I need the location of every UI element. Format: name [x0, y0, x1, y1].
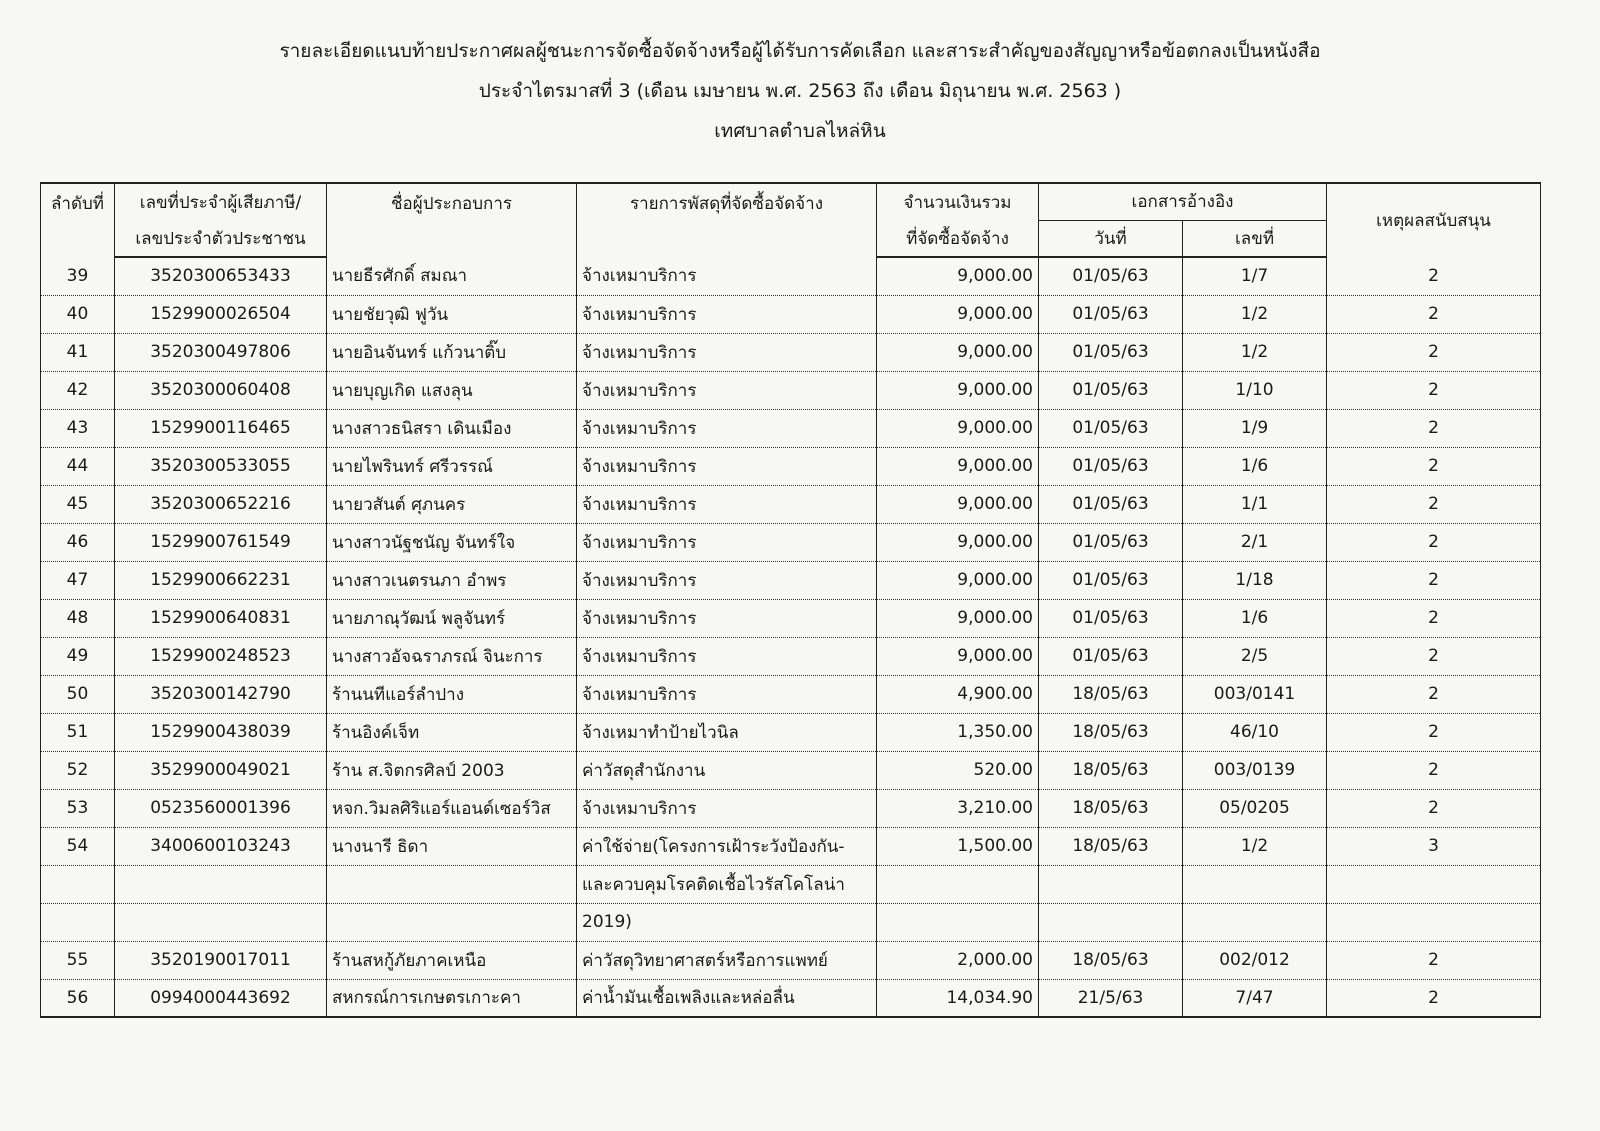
header-taxid-2: เลขประจำตัวประชาชน — [115, 220, 327, 257]
reason-code: 2 — [1327, 447, 1541, 485]
table-row — [41, 979, 1541, 1017]
row-number: 44 — [41, 447, 115, 485]
procurement-item: ค่าใช้จ่าย(โครงการเฝ้าระวังป้องกัน- — [577, 827, 877, 865]
reference-date: 01/05/63 — [1039, 447, 1183, 485]
taxpayer-id: 1529900761549 — [115, 523, 327, 561]
reference-number: 1/9 — [1183, 409, 1327, 447]
reference-number: 002/012 — [1183, 941, 1327, 979]
reason-code: 2 — [1327, 561, 1541, 599]
header-name: ชื่อผู้ประกอบการ — [327, 183, 577, 257]
taxpayer-id: 3400600103243 — [115, 827, 327, 865]
vendor-name: นางสาวเนตรนภา อำพร — [327, 561, 577, 599]
procurement-item: จ้างเหมาบริการ — [577, 789, 877, 827]
taxpayer-id: 1529900248523 — [115, 637, 327, 675]
amount-cell: 4,900.00 — [877, 675, 1039, 713]
header-date: วันที่ — [1039, 220, 1183, 257]
table-row — [41, 637, 1541, 675]
reference-number: 46/10 — [1183, 713, 1327, 751]
header-amount-1: จำนวนเงินรวม — [877, 183, 1039, 220]
reason-code: 2 — [1327, 295, 1541, 333]
header-amount-2: ที่จัดซื้อจัดจ้าง — [877, 220, 1039, 257]
row-number: 39 — [41, 257, 115, 295]
reason-code: 2 — [1327, 675, 1541, 713]
taxpayer-id: 3529900049021 — [115, 751, 327, 789]
vendor-name: นายอินจันทร์ แก้วนาติ๊บ — [327, 333, 577, 371]
vendor-name: สหกรณ์การเกษตรเกาะคา — [327, 979, 577, 1017]
row-number: 41 — [41, 333, 115, 371]
reason-code: 2 — [1327, 751, 1541, 789]
reference-date — [1039, 903, 1183, 941]
table-row — [41, 333, 1541, 371]
amount-cell: 1,500.00 — [877, 827, 1039, 865]
vendor-name: นายภาณุวัฒน์ พลูจันทร์ — [327, 599, 577, 637]
reason-code: 2 — [1327, 979, 1541, 1017]
row-number: 55 — [41, 941, 115, 979]
amount-cell: 9,000.00 — [877, 523, 1039, 561]
procurement-table — [40, 182, 1541, 1018]
procurement-item: จ้างเหมาบริการ — [577, 257, 877, 295]
vendor-name: ร้าน ส.จิตกรศิลป์ 2003 — [327, 751, 577, 789]
amount-cell: 1,350.00 — [877, 713, 1039, 751]
taxpayer-id — [115, 903, 327, 941]
row-number: 49 — [41, 637, 115, 675]
vendor-name: ร้านนทีแอร์ลำปาง — [327, 675, 577, 713]
reference-date: 18/05/63 — [1039, 713, 1183, 751]
reference-number: 1/7 — [1183, 257, 1327, 295]
taxpayer-id: 0994000443692 — [115, 979, 327, 1017]
taxpayer-id: 1529900438039 — [115, 713, 327, 751]
amount-cell: 9,000.00 — [877, 599, 1039, 637]
vendor-name: ร้านอิงค์เจ็ท — [327, 713, 577, 751]
reference-number: 1/1 — [1183, 485, 1327, 523]
amount-cell: 9,000.00 — [877, 333, 1039, 371]
reference-date: 01/05/63 — [1039, 257, 1183, 295]
taxpayer-id: 3520300533055 — [115, 447, 327, 485]
taxpayer-id: 1529900026504 — [115, 295, 327, 333]
header-reference: เอกสารอ้างอิง — [1039, 183, 1327, 220]
reference-date: 01/05/63 — [1039, 485, 1183, 523]
row-number: 40 — [41, 295, 115, 333]
table-row — [41, 485, 1541, 523]
reason-code: 2 — [1327, 789, 1541, 827]
reference-date: 01/05/63 — [1039, 523, 1183, 561]
reference-number: 1/18 — [1183, 561, 1327, 599]
table-row — [41, 789, 1541, 827]
reference-number: 003/0139 — [1183, 751, 1327, 789]
reference-number: 2/1 — [1183, 523, 1327, 561]
procurement-item: จ้างเหมาบริการ — [577, 561, 877, 599]
reference-date: 01/05/63 — [1039, 409, 1183, 447]
taxpayer-id: 3520300142790 — [115, 675, 327, 713]
vendor-name: นายไพรินทร์ ศรีวรรณ์ — [327, 447, 577, 485]
procurement-item: จ้างเหมาทำป้ายไวนิล — [577, 713, 877, 751]
quarter-period: ประจำไตรมาสที่ 3 (เดือน เมษายน พ.ศ. 2563 ถึง เดือน มิถุนายน พ.ศ. 2563 ) — [478, 80, 1122, 102]
procurement-item: จ้างเหมาบริการ — [577, 599, 877, 637]
reason-code: 2 — [1327, 485, 1541, 523]
amount-cell: 9,000.00 — [877, 561, 1039, 599]
reference-date: 01/05/63 — [1039, 295, 1183, 333]
procurement-item: และควบคุมโรคติดเชื้อไวรัสโคโลน่า — [577, 865, 877, 903]
procurement-item: จ้างเหมาบริการ — [577, 637, 877, 675]
reference-number — [1183, 903, 1327, 941]
procurement-item: จ้างเหมาบริการ — [577, 447, 877, 485]
table-row — [41, 675, 1541, 713]
procurement-item: ค่าวัสดุวิทยาศาสตร์หรือการแพทย์ — [577, 941, 877, 979]
reason-code — [1327, 865, 1541, 903]
reason-code: 2 — [1327, 409, 1541, 447]
organization-name: เทศบาลตำบลไหล่หิน — [714, 120, 886, 142]
taxpayer-id: 3520300652216 — [115, 485, 327, 523]
header-refno: เลขที่ — [1183, 220, 1327, 257]
reference-number: 1/2 — [1183, 333, 1327, 371]
table-row — [41, 561, 1541, 599]
table-row — [41, 903, 1541, 941]
reference-number: 2/5 — [1183, 637, 1327, 675]
row-number: 50 — [41, 675, 115, 713]
row-number: 53 — [41, 789, 115, 827]
reason-code: 3 — [1327, 827, 1541, 865]
row-number: 54 — [41, 827, 115, 865]
taxpayer-id: 1529900640831 — [115, 599, 327, 637]
vendor-name: นายชัยวุฒิ ฟูวัน — [327, 295, 577, 333]
reason-code: 2 — [1327, 713, 1541, 751]
reference-number: 1/2 — [1183, 295, 1327, 333]
vendor-name — [327, 903, 577, 941]
amount-cell: 9,000.00 — [877, 371, 1039, 409]
procurement-item: ค่าน้ำมันเชื้อเพลิงและหล่อลื่น — [577, 979, 877, 1017]
table-row — [41, 447, 1541, 485]
reason-code: 2 — [1327, 941, 1541, 979]
reason-code: 2 — [1327, 371, 1541, 409]
taxpayer-id: 3520190017011 — [115, 941, 327, 979]
row-number: 51 — [41, 713, 115, 751]
row-number: 47 — [41, 561, 115, 599]
procurement-item: ค่าวัสดุสำนักงาน — [577, 751, 877, 789]
procurement-item: จ้างเหมาบริการ — [577, 295, 877, 333]
reference-number: 1/6 — [1183, 447, 1327, 485]
reference-date — [1039, 865, 1183, 903]
amount-cell: 520.00 — [877, 751, 1039, 789]
table-row — [41, 371, 1541, 409]
reason-code — [1327, 903, 1541, 941]
reference-number: 05/0205 — [1183, 789, 1327, 827]
reference-date: 18/05/63 — [1039, 675, 1183, 713]
taxpayer-id: 0523560001396 — [115, 789, 327, 827]
table-row — [41, 713, 1541, 751]
procurement-item: จ้างเหมาบริการ — [577, 675, 877, 713]
table-row — [41, 409, 1541, 447]
amount-cell: 3,210.00 — [877, 789, 1039, 827]
vendor-name: หจก.วิมลศิริแอร์แอนด์เซอร์วิส — [327, 789, 577, 827]
table-row — [41, 523, 1541, 561]
reference-date: 18/05/63 — [1039, 789, 1183, 827]
reference-number: 7/47 — [1183, 979, 1327, 1017]
vendor-name: นายวสันต์ ศุภนคร — [327, 485, 577, 523]
taxpayer-id: 1529900662231 — [115, 561, 327, 599]
table-row — [41, 827, 1541, 865]
reason-code: 2 — [1327, 599, 1541, 637]
reason-code: 2 — [1327, 257, 1541, 295]
table-row — [41, 865, 1541, 903]
vendor-name: นางสาวธนิสรา เดินเมือง — [327, 409, 577, 447]
procurement-item: จ้างเหมาบริการ — [577, 371, 877, 409]
taxpayer-id: 3520300653433 — [115, 257, 327, 295]
reference-number: 1/2 — [1183, 827, 1327, 865]
table-row — [41, 257, 1541, 295]
reference-date: 21/5/63 — [1039, 979, 1183, 1017]
amount-cell: 9,000.00 — [877, 447, 1039, 485]
header-reason: เหตุผลสนับสนุน — [1327, 183, 1541, 257]
taxpayer-id: 3520300497806 — [115, 333, 327, 371]
reference-date: 18/05/63 — [1039, 941, 1183, 979]
amount-cell: 9,000.00 — [877, 485, 1039, 523]
procurement-item: 2019) — [577, 903, 877, 941]
reference-number — [1183, 865, 1327, 903]
taxpayer-id: 1529900116465 — [115, 409, 327, 447]
amount-cell: 9,000.00 — [877, 409, 1039, 447]
procurement-item: จ้างเหมาบริการ — [577, 333, 877, 371]
header-taxid-1: เลขที่ประจำผู้เสียภาษี/ — [115, 183, 327, 220]
reference-date: 01/05/63 — [1039, 637, 1183, 675]
reference-number: 1/6 — [1183, 599, 1327, 637]
amount-cell — [877, 903, 1039, 941]
reference-number: 003/0141 — [1183, 675, 1327, 713]
row-number: 43 — [41, 409, 115, 447]
reference-date: 01/05/63 — [1039, 333, 1183, 371]
procurement-item: จ้างเหมาบริการ — [577, 409, 877, 447]
amount-cell: 9,000.00 — [877, 257, 1039, 295]
vendor-name: นายบุญเกิด แสงลุน — [327, 371, 577, 409]
reference-date: 18/05/63 — [1039, 751, 1183, 789]
taxpayer-id: 3520300060408 — [115, 371, 327, 409]
row-number: 56 — [41, 979, 115, 1017]
row-number: 45 — [41, 485, 115, 523]
vendor-name: นางนารี ธิดา — [327, 827, 577, 865]
procurement-item: จ้างเหมาบริการ — [577, 523, 877, 561]
vendor-name: นางสาวนัฐชนัญ จันทร์ใจ — [327, 523, 577, 561]
reference-date: 01/05/63 — [1039, 371, 1183, 409]
amount-cell: 2,000.00 — [877, 941, 1039, 979]
table-row — [41, 751, 1541, 789]
vendor-name: ร้านสหกู้ภัยภาคเหนือ — [327, 941, 577, 979]
table-row — [41, 295, 1541, 333]
table-row — [41, 599, 1541, 637]
amount-cell: 14,034.90 — [877, 979, 1039, 1017]
vendor-name: นางสาวอัจฉราภรณ์ จินะการ — [327, 637, 577, 675]
reason-code: 2 — [1327, 637, 1541, 675]
vendor-name: นายธีรศักดิ์ สมณา — [327, 257, 577, 295]
row-number: 48 — [41, 599, 115, 637]
amount-cell: 9,000.00 — [877, 295, 1039, 333]
row-number — [41, 903, 115, 941]
row-number: 42 — [41, 371, 115, 409]
vendor-name — [327, 865, 577, 903]
reference-date: 01/05/63 — [1039, 561, 1183, 599]
reason-code: 2 — [1327, 523, 1541, 561]
amount-cell — [877, 865, 1039, 903]
reference-date: 18/05/63 — [1039, 827, 1183, 865]
reason-code: 2 — [1327, 333, 1541, 371]
procurement-item: จ้างเหมาบริการ — [577, 485, 877, 523]
table-row — [41, 941, 1541, 979]
taxpayer-id — [115, 865, 327, 903]
row-number: 52 — [41, 751, 115, 789]
reference-number: 1/10 — [1183, 371, 1327, 409]
row-number: 46 — [41, 523, 115, 561]
header-item: รายการพัสดุที่จัดซื้อจัดจ้าง — [577, 183, 877, 257]
header-no: ลำดับที่ — [41, 183, 115, 257]
row-number — [41, 865, 115, 903]
amount-cell: 9,000.00 — [877, 637, 1039, 675]
document-title: รายละเอียดแนบท้ายประกาศผลผู้ชนะการจัดซื้อจัดจ้างหรือผู้ได้รับการคัดเลือก และสาระสำคัญของสัญญาหรือข้อตกลงเป็นหนังสือ — [279, 40, 1321, 62]
reference-date: 01/05/63 — [1039, 599, 1183, 637]
